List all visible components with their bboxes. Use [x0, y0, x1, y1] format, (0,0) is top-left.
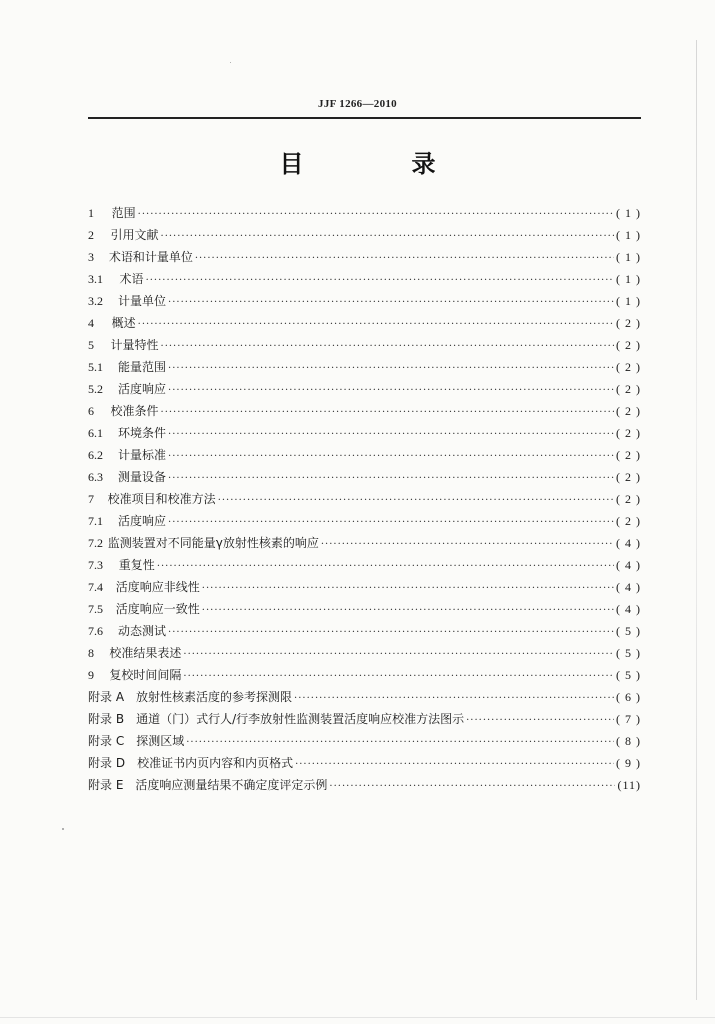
toc-entry-title: 探测区域 [136, 734, 185, 748]
scan-speck [62, 828, 64, 830]
toc-leader-dots [168, 358, 614, 380]
toc-entry[interactable] [88, 620, 641, 642]
toc-entry-page: ( 2 ) [616, 470, 641, 484]
toc-entry-page: ( 1 ) [616, 272, 641, 286]
toc-entry-number: 6.1 [88, 426, 103, 440]
toc-entry-page: ( 4 ) [616, 602, 641, 616]
toc-entry-title: 计量标准 [118, 448, 167, 462]
toc-entry[interactable] [88, 576, 641, 598]
toc-entry-number: 附录 C [88, 734, 125, 748]
toc-entry-title: 校准结果表述 [109, 646, 182, 660]
toc-entry-page: ( 5 ) [616, 624, 641, 638]
toc-entry[interactable] [88, 334, 641, 356]
toc-entry-page: ( 9 ) [616, 756, 641, 770]
toc-entry-title: 校准项目和校准方法 [107, 492, 216, 506]
toc-entry-page: ( 4 ) [616, 580, 641, 594]
toc-entry-page: ( 4 ) [616, 536, 641, 550]
toc-entry-page: ( 1 ) [616, 228, 641, 242]
toc-entry-number: 3 [88, 250, 94, 264]
toc-entry-number: 7.2 [88, 536, 103, 550]
scan-edge-bottom [0, 1017, 715, 1018]
toc-entry-page: ( 5 ) [616, 668, 641, 682]
toc-entry[interactable] [88, 554, 641, 576]
toc-entry-number: 6 [88, 404, 94, 418]
toc-entry-number: 附录 E [88, 778, 124, 792]
toc-leader-dots [161, 402, 614, 424]
toc-entry[interactable] [88, 224, 641, 246]
toc-entry-page: ( 1 ) [616, 206, 641, 220]
toc-leader-dots [195, 248, 614, 270]
toc-entry[interactable] [88, 312, 641, 334]
scan-speck [230, 62, 231, 63]
toc-leader-dots [321, 534, 614, 556]
toc-entry-title: 活度响应 [118, 514, 167, 528]
toc-leader-dots [168, 468, 614, 490]
toc-entry-page: ( 1 ) [616, 250, 641, 264]
toc-leader-dots [161, 226, 614, 248]
toc-entry[interactable] [88, 356, 641, 378]
scan-edge [696, 40, 697, 1000]
toc-entry[interactable] [88, 488, 641, 510]
toc-leader-dots [168, 512, 614, 534]
toc-leader-dots [294, 688, 614, 710]
toc-entry-number: 3.1 [88, 272, 103, 286]
toc-leader-dots [168, 380, 614, 402]
toc-entry-number: 1 [88, 206, 94, 220]
toc-leader-dots [146, 270, 614, 292]
toc-leader-dots [183, 666, 614, 688]
toc-entry[interactable] [88, 730, 641, 752]
toc-entry[interactable] [88, 510, 641, 532]
toc-entry-number: 2 [88, 228, 94, 242]
toc-entry-title: 范围 [111, 206, 136, 220]
toc-entry-page: ( 4 ) [616, 558, 641, 572]
toc-entry[interactable] [88, 400, 641, 422]
toc-entry-title: 动态测试 [118, 624, 167, 638]
toc-leader-dots [183, 644, 614, 666]
toc-entry-number: 7.5 [88, 602, 103, 616]
toc-title: 目 录 [279, 150, 478, 178]
toc-leader-dots [202, 600, 614, 622]
toc-leader-dots [218, 490, 614, 512]
toc-entry-page: ( 2 ) [616, 316, 641, 330]
header-rule [88, 117, 641, 119]
toc-entry-title: 监测装置对不同能量γ放射性核素的响应 [107, 536, 319, 550]
toc-entry-page: ( 2 ) [616, 404, 641, 418]
toc-entry-number: 附录 B [88, 712, 125, 726]
table-of-contents [88, 202, 641, 796]
toc-entry-page: ( 2 ) [616, 492, 641, 506]
toc-entry-number: 6.2 [88, 448, 103, 462]
toc-entry[interactable] [88, 708, 641, 730]
toc-leader-dots [329, 776, 615, 798]
toc-entry-page: ( 6 ) [616, 690, 641, 704]
toc-entry[interactable] [88, 642, 641, 664]
toc-entry-number: 4 [88, 316, 94, 330]
toc-entry[interactable] [88, 686, 641, 708]
toc-entry-page: ( 5 ) [616, 646, 641, 660]
toc-leader-dots [168, 424, 614, 446]
toc-entry-number: 7.3 [88, 558, 103, 572]
toc-leader-dots [186, 732, 614, 754]
toc-entry-title: 概述 [111, 316, 136, 330]
toc-entry-page: ( 7 ) [616, 712, 641, 726]
toc-entry-title: 计量特性 [110, 338, 159, 352]
toc-leader-dots [168, 446, 614, 468]
toc-entry-title: 校准条件 [110, 404, 159, 418]
toc-entry[interactable] [88, 598, 641, 620]
toc-entry-title: 引用文献 [110, 228, 159, 242]
toc-entry[interactable] [88, 246, 641, 268]
toc-entry-title: 计量单位 [118, 294, 167, 308]
toc-entry-title: 重复性 [118, 558, 155, 572]
toc-entry[interactable] [88, 290, 641, 312]
toc-entry-number: 5 [88, 338, 94, 352]
toc-entry[interactable] [88, 774, 641, 796]
toc-entry[interactable] [88, 378, 641, 400]
toc-entry[interactable] [88, 268, 641, 290]
toc-entry-title: 通道（门）式行人/行李放射性监测装置活度响应校准方法图示 [136, 712, 465, 726]
toc-entry-title: 复校时间间隔 [109, 668, 182, 682]
toc-entry-number: 7.6 [88, 624, 103, 638]
standard-code-header: JJF 1266—2010 [318, 98, 397, 110]
toc-entry-number: 7 [88, 492, 94, 506]
toc-leader-dots [157, 556, 614, 578]
toc-entry[interactable] [88, 752, 641, 774]
toc-entry-page: ( 2 ) [616, 382, 641, 396]
toc-leader-dots [168, 622, 614, 644]
toc-leader-dots [138, 204, 614, 226]
toc-entry-title: 测量设备 [118, 470, 167, 484]
toc-leader-dots [466, 710, 614, 732]
toc-entry-title: 术语和计量单位 [108, 250, 193, 264]
toc-entry-page: (11) [617, 778, 641, 792]
toc-entry-number: 5.2 [88, 382, 103, 396]
toc-entry-title: 活度响应一致性 [115, 602, 200, 616]
toc-entry-number: 5.1 [88, 360, 103, 374]
toc-entry[interactable] [88, 664, 641, 686]
toc-entry-number: 9 [88, 668, 94, 682]
toc-entry-number: 附录 A [88, 690, 125, 704]
toc-entry-title: 活度响应 [118, 382, 167, 396]
toc-entry-page: ( 2 ) [616, 360, 641, 374]
toc-entry-number: 7.4 [88, 580, 103, 594]
toc-leader-dots [295, 754, 614, 776]
toc-entry-page: ( 2 ) [616, 338, 641, 352]
toc-entry[interactable] [88, 444, 641, 466]
toc-entry-title: 术语 [119, 272, 144, 286]
toc-entry[interactable] [88, 466, 641, 488]
toc-entry-number: 附录 D [88, 756, 126, 770]
toc-entry[interactable] [88, 532, 641, 554]
toc-leader-dots [161, 336, 614, 358]
toc-entry[interactable] [88, 202, 641, 224]
toc-entry-page: ( 1 ) [616, 294, 641, 308]
toc-entry-page: ( 2 ) [616, 514, 641, 528]
toc-entry-page: ( 2 ) [616, 426, 641, 440]
toc-entry-title: 活度响应测量结果不确定度评定示例 [135, 778, 328, 792]
toc-entry-number: 8 [88, 646, 94, 660]
toc-entry-page: ( 2 ) [616, 448, 641, 462]
toc-entry-title: 活度响应非线性 [115, 580, 200, 594]
toc-entry[interactable] [88, 422, 641, 444]
toc-entry-title: 能量范围 [118, 360, 167, 374]
toc-entry-title: 放射性核素活度的参考探测限 [136, 690, 293, 704]
toc-entry-title: 校准证书内页内容和内页格式 [137, 756, 294, 770]
toc-entry-title: 环境条件 [118, 426, 167, 440]
toc-leader-dots [138, 314, 614, 336]
toc-entry-number: 6.3 [88, 470, 103, 484]
toc-leader-dots [202, 578, 614, 600]
toc-entry-number: 7.1 [88, 514, 103, 528]
toc-entry-page: ( 8 ) [616, 734, 641, 748]
toc-leader-dots [168, 292, 614, 314]
toc-entry-number: 3.2 [88, 294, 103, 308]
